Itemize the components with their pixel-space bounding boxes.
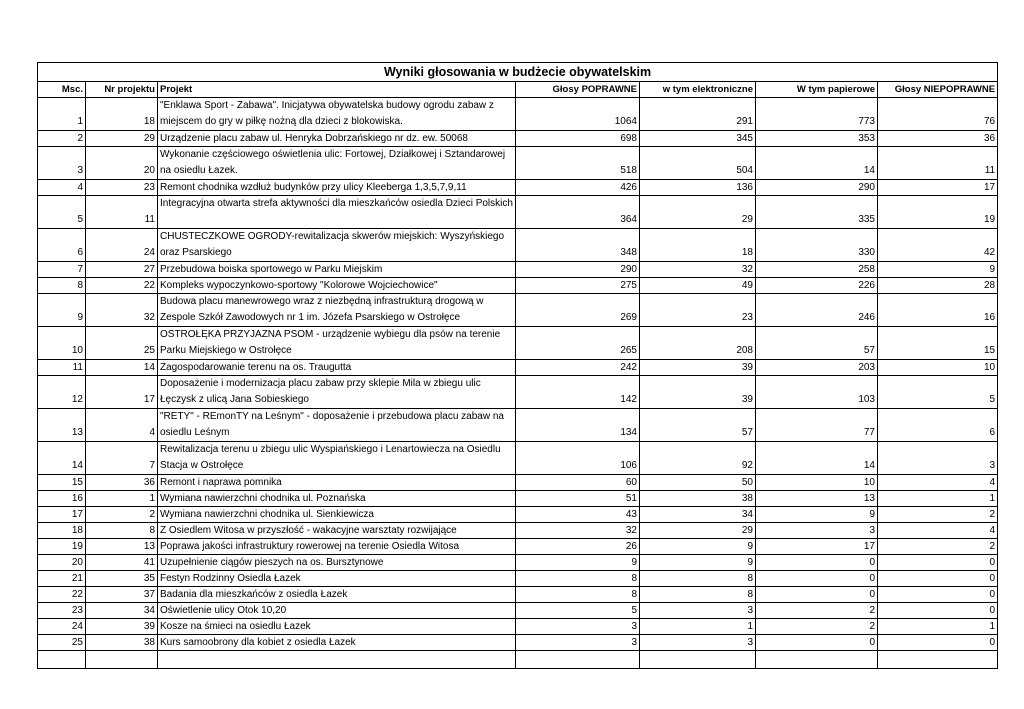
cell-projekt: Badania dla mieszkańców z osiedla Łazek <box>158 587 516 603</box>
cell-projekt: Uzupełnienie ciągów pieszych na os. Bursztynowe <box>158 555 516 571</box>
cell-msc: 7 <box>38 262 86 278</box>
cell-glosy-poprawne: 26 <box>516 539 640 555</box>
results-sheet <box>37 62 997 669</box>
cell-papierowe: 0 <box>756 635 878 651</box>
cell-msc: 13 <box>38 409 86 442</box>
cell-projekt: Wykonanie częściowego oświetlenia ulic: Fortowej, Działkowej i Sztandarowej na osiedlu Łazek. <box>158 147 516 180</box>
cell-projekt: Rewitalizacja terenu u zbiegu ulic Wyspiańskiego i Lenartowiecza na Osiedlu Stacja w Ostrołęce <box>158 442 516 475</box>
cell-papierowe: 330 <box>756 229 878 262</box>
cell-msc: 8 <box>38 278 86 294</box>
table-row <box>38 507 998 523</box>
cell-glosy-niepoprawne: 2 <box>878 539 998 555</box>
empty-cell <box>38 651 86 669</box>
cell-elektroniczne: 39 <box>640 360 756 376</box>
table-row <box>38 147 998 180</box>
cell-papierowe: 0 <box>756 555 878 571</box>
table-row <box>38 555 998 571</box>
table-row <box>38 523 998 539</box>
cell-nr-projektu: 29 <box>86 131 158 147</box>
cell-glosy-poprawne: 364 <box>516 196 640 229</box>
cell-elektroniczne: 291 <box>640 98 756 131</box>
cell-elektroniczne: 34 <box>640 507 756 523</box>
cell-glosy-poprawne: 106 <box>516 442 640 475</box>
empty-cell <box>878 651 998 669</box>
table-row <box>38 442 998 475</box>
header-projekt: Projekt <box>158 82 516 98</box>
cell-glosy-poprawne: 269 <box>516 294 640 327</box>
cell-projekt: Poprawa jakości infrastruktury rowerowej na terenie Osiedla Witosa <box>158 539 516 555</box>
cell-glosy-poprawne: 43 <box>516 507 640 523</box>
cell-glosy-niepoprawne: 4 <box>878 523 998 539</box>
cell-glosy-niepoprawne: 3 <box>878 442 998 475</box>
cell-projekt: Oświetlenie ulicy Otok 10,20 <box>158 603 516 619</box>
header-elektroniczne: w tym elektroniczne <box>640 82 756 98</box>
cell-nr-projektu: 11 <box>86 196 158 229</box>
cell-msc: 12 <box>38 376 86 409</box>
cell-glosy-poprawne: 60 <box>516 475 640 491</box>
cell-glosy-niepoprawne: 0 <box>878 635 998 651</box>
cell-elektroniczne: 8 <box>640 587 756 603</box>
cell-glosy-niepoprawne: 9 <box>878 262 998 278</box>
cell-msc: 9 <box>38 294 86 327</box>
cell-glosy-poprawne: 32 <box>516 523 640 539</box>
table-row <box>38 571 998 587</box>
cell-nr-projektu: 14 <box>86 360 158 376</box>
results-table <box>37 62 998 669</box>
header-row <box>38 82 998 98</box>
cell-nr-projektu: 22 <box>86 278 158 294</box>
cell-projekt: Budowa placu manewrowego wraz z niezbędną infrastrukturą drogową w Zespole Szkół Zawodowych nr 1 im. Józefa Psarskiego w Ostrołęce <box>158 294 516 327</box>
cell-elektroniczne: 29 <box>640 523 756 539</box>
cell-glosy-niepoprawne: 36 <box>878 131 998 147</box>
cell-nr-projektu: 25 <box>86 327 158 360</box>
cell-elektroniczne: 504 <box>640 147 756 180</box>
cell-glosy-poprawne: 9 <box>516 555 640 571</box>
cell-papierowe: 10 <box>756 475 878 491</box>
page-title: Wyniki głosowania w budżecie obywatelskim <box>38 63 998 82</box>
header-nr-projektu: Nr projektu <box>86 82 158 98</box>
cell-glosy-poprawne: 265 <box>516 327 640 360</box>
cell-msc: 14 <box>38 442 86 475</box>
cell-papierowe: 57 <box>756 327 878 360</box>
cell-projekt: Z Osiedlem Witosa w przyszłość - wakacyjne warsztaty rozwijające <box>158 523 516 539</box>
cell-papierowe: 290 <box>756 180 878 196</box>
cell-glosy-poprawne: 3 <box>516 635 640 651</box>
header-papierowe: W tym papierowe <box>756 82 878 98</box>
cell-papierowe: 9 <box>756 507 878 523</box>
cell-glosy-niepoprawne: 0 <box>878 555 998 571</box>
table-row <box>38 491 998 507</box>
table-row <box>38 229 998 262</box>
cell-projekt: Remont chodnika wzdłuż budynków przy ulicy Kleeberga 1,3,5,7,9,11 <box>158 180 516 196</box>
cell-glosy-niepoprawne: 0 <box>878 571 998 587</box>
table-row <box>38 294 998 327</box>
cell-msc: 18 <box>38 523 86 539</box>
cell-msc: 5 <box>38 196 86 229</box>
cell-glosy-niepoprawne: 17 <box>878 180 998 196</box>
table-row <box>38 619 998 635</box>
cell-nr-projektu: 34 <box>86 603 158 619</box>
cell-projekt: Urządzenie placu zabaw ul. Henryka Dobrzańskiego nr dz. ew. 50068 <box>158 131 516 147</box>
cell-nr-projektu: 4 <box>86 409 158 442</box>
table-row <box>38 327 998 360</box>
cell-msc: 21 <box>38 571 86 587</box>
table-row <box>38 475 998 491</box>
cell-nr-projektu: 8 <box>86 523 158 539</box>
cell-papierowe: 3 <box>756 523 878 539</box>
cell-papierowe: 203 <box>756 360 878 376</box>
cell-msc: 15 <box>38 475 86 491</box>
cell-elektroniczne: 38 <box>640 491 756 507</box>
cell-projekt: Wymiana nawierzchni chodnika ul. Poznańska <box>158 491 516 507</box>
cell-projekt: Przebudowa boiska sportowego w Parku Miejskim <box>158 262 516 278</box>
header-glosy-poprawne: Głosy POPRAWNE <box>516 82 640 98</box>
cell-msc: 1 <box>38 98 86 131</box>
cell-nr-projektu: 24 <box>86 229 158 262</box>
cell-glosy-niepoprawne: 1 <box>878 619 998 635</box>
cell-nr-projektu: 13 <box>86 539 158 555</box>
header-msc: Msc. <box>38 82 86 98</box>
cell-papierowe: 17 <box>756 539 878 555</box>
empty-cell <box>756 651 878 669</box>
cell-projekt: CHUSTECZKOWE OGRODY-rewitalizacja skwerów miejskich: Wyszyńskiego oraz Psarskiego <box>158 229 516 262</box>
cell-msc: 23 <box>38 603 86 619</box>
cell-msc: 19 <box>38 539 86 555</box>
cell-msc: 6 <box>38 229 86 262</box>
cell-glosy-poprawne: 134 <box>516 409 640 442</box>
cell-glosy-poprawne: 8 <box>516 587 640 603</box>
cell-papierowe: 2 <box>756 619 878 635</box>
cell-glosy-poprawne: 242 <box>516 360 640 376</box>
cell-elektroniczne: 92 <box>640 442 756 475</box>
cell-elektroniczne: 9 <box>640 539 756 555</box>
cell-msc: 16 <box>38 491 86 507</box>
cell-elektroniczne: 39 <box>640 376 756 409</box>
table-row <box>38 539 998 555</box>
cell-projekt: Integracyjna otwarta strefa aktywności dla mieszkańców osiedla Dzieci Polskich <box>158 196 516 229</box>
table-row <box>38 603 998 619</box>
cell-nr-projektu: 17 <box>86 376 158 409</box>
table-row <box>38 180 998 196</box>
cell-glosy-niepoprawne: 6 <box>878 409 998 442</box>
cell-nr-projektu: 20 <box>86 147 158 180</box>
table-row <box>38 360 998 376</box>
empty-cell <box>86 651 158 669</box>
cell-nr-projektu: 23 <box>86 180 158 196</box>
cell-nr-projektu: 35 <box>86 571 158 587</box>
cell-elektroniczne: 32 <box>640 262 756 278</box>
cell-papierowe: 0 <box>756 587 878 603</box>
cell-projekt: Kurs samoobrony dla kobiet z osiedla Łazek <box>158 635 516 651</box>
cell-glosy-poprawne: 348 <box>516 229 640 262</box>
cell-glosy-poprawne: 518 <box>516 147 640 180</box>
cell-elektroniczne: 9 <box>640 555 756 571</box>
cell-glosy-poprawne: 290 <box>516 262 640 278</box>
cell-papierowe: 14 <box>756 147 878 180</box>
cell-glosy-poprawne: 426 <box>516 180 640 196</box>
cell-projekt: Festyn Rodzinny Osiedla Łazek <box>158 571 516 587</box>
cell-projekt: Remont i naprawa pomnika <box>158 475 516 491</box>
cell-elektroniczne: 345 <box>640 131 756 147</box>
cell-papierowe: 258 <box>756 262 878 278</box>
cell-elektroniczne: 1 <box>640 619 756 635</box>
table-row <box>38 635 998 651</box>
cell-elektroniczne: 50 <box>640 475 756 491</box>
cell-msc: 10 <box>38 327 86 360</box>
cell-elektroniczne: 18 <box>640 229 756 262</box>
cell-projekt: Kompleks wypoczynkowo-sportowy "Kolorowe Wojciechowice" <box>158 278 516 294</box>
table-row <box>38 131 998 147</box>
table-row <box>38 196 998 229</box>
cell-glosy-niepoprawne: 15 <box>878 327 998 360</box>
table-row <box>38 587 998 603</box>
cell-elektroniczne: 136 <box>640 180 756 196</box>
empty-cell <box>640 651 756 669</box>
cell-elektroniczne: 57 <box>640 409 756 442</box>
cell-glosy-niepoprawne: 11 <box>878 147 998 180</box>
cell-papierowe: 13 <box>756 491 878 507</box>
cell-elektroniczne: 208 <box>640 327 756 360</box>
cell-glosy-poprawne: 51 <box>516 491 640 507</box>
table-row <box>38 262 998 278</box>
table-row <box>38 409 998 442</box>
cell-nr-projektu: 41 <box>86 555 158 571</box>
empty-row <box>38 651 998 669</box>
cell-msc: 4 <box>38 180 86 196</box>
cell-papierowe: 77 <box>756 409 878 442</box>
cell-glosy-poprawne: 275 <box>516 278 640 294</box>
cell-projekt: "RETY" - REmonTY na Leśnym" - doposażenie i przebudowa placu zabaw na osiedlu Leśnym <box>158 409 516 442</box>
cell-projekt: Wymiana nawierzchni chodnika ul. Sienkiewicza <box>158 507 516 523</box>
cell-nr-projektu: 32 <box>86 294 158 327</box>
cell-papierowe: 0 <box>756 571 878 587</box>
cell-msc: 2 <box>38 131 86 147</box>
cell-papierowe: 335 <box>756 196 878 229</box>
title-row <box>38 63 998 82</box>
table-row <box>38 376 998 409</box>
cell-nr-projektu: 36 <box>86 475 158 491</box>
cell-glosy-niepoprawne: 0 <box>878 587 998 603</box>
cell-projekt: Kosze na śmieci na osiedlu Łazek <box>158 619 516 635</box>
cell-elektroniczne: 3 <box>640 635 756 651</box>
cell-papierowe: 773 <box>756 98 878 131</box>
cell-glosy-niepoprawne: 10 <box>878 360 998 376</box>
cell-papierowe: 226 <box>756 278 878 294</box>
cell-msc: 25 <box>38 635 86 651</box>
cell-glosy-poprawne: 698 <box>516 131 640 147</box>
cell-glosy-poprawne: 3 <box>516 619 640 635</box>
cell-papierowe: 14 <box>756 442 878 475</box>
cell-glosy-poprawne: 8 <box>516 571 640 587</box>
empty-cell <box>516 651 640 669</box>
cell-elektroniczne: 23 <box>640 294 756 327</box>
cell-glosy-niepoprawne: 19 <box>878 196 998 229</box>
cell-msc: 22 <box>38 587 86 603</box>
empty-cell <box>158 651 516 669</box>
cell-nr-projektu: 18 <box>86 98 158 131</box>
cell-msc: 17 <box>38 507 86 523</box>
cell-elektroniczne: 3 <box>640 603 756 619</box>
cell-glosy-niepoprawne: 1 <box>878 491 998 507</box>
table-row <box>38 98 998 131</box>
cell-elektroniczne: 29 <box>640 196 756 229</box>
cell-elektroniczne: 49 <box>640 278 756 294</box>
cell-nr-projektu: 1 <box>86 491 158 507</box>
header-glosy-niepoprawne: Głosy NIEPOPRAWNE <box>878 82 998 98</box>
cell-papierowe: 246 <box>756 294 878 327</box>
cell-projekt: Zagospodarowanie terenu na os. Traugutta <box>158 360 516 376</box>
cell-papierowe: 2 <box>756 603 878 619</box>
cell-glosy-niepoprawne: 42 <box>878 229 998 262</box>
cell-glosy-niepoprawne: 76 <box>878 98 998 131</box>
table-row <box>38 278 998 294</box>
cell-msc: 24 <box>38 619 86 635</box>
cell-glosy-poprawne: 5 <box>516 603 640 619</box>
cell-glosy-niepoprawne: 0 <box>878 603 998 619</box>
cell-nr-projektu: 37 <box>86 587 158 603</box>
cell-projekt: Doposażenie i modernizacja placu zabaw przy sklepie Mila w zbiegu ulic Łęczysk z ulicą Jana Sobieskiego <box>158 376 516 409</box>
cell-glosy-niepoprawne: 28 <box>878 278 998 294</box>
cell-msc: 20 <box>38 555 86 571</box>
cell-papierowe: 103 <box>756 376 878 409</box>
cell-nr-projektu: 39 <box>86 619 158 635</box>
cell-glosy-niepoprawne: 5 <box>878 376 998 409</box>
cell-projekt: OSTROŁĘKA PRZYJAZNA PSOM - urządzenie wybiegu dla psów na terenie Parku Miejskiego w Ostrołęce <box>158 327 516 360</box>
cell-glosy-poprawne: 142 <box>516 376 640 409</box>
cell-glosy-niepoprawne: 2 <box>878 507 998 523</box>
cell-elektroniczne: 8 <box>640 571 756 587</box>
cell-nr-projektu: 38 <box>86 635 158 651</box>
cell-msc: 3 <box>38 147 86 180</box>
cell-glosy-niepoprawne: 16 <box>878 294 998 327</box>
cell-glosy-niepoprawne: 4 <box>878 475 998 491</box>
cell-papierowe: 353 <box>756 131 878 147</box>
cell-nr-projektu: 2 <box>86 507 158 523</box>
cell-nr-projektu: 27 <box>86 262 158 278</box>
cell-projekt: "Enklawa Sport - Zabawa". Inicjatywa obywatelska budowy ogrodu zabaw z miejscem do gry w piłkę nożną dla dzieci z blokowiska. <box>158 98 516 131</box>
cell-msc: 11 <box>38 360 86 376</box>
cell-nr-projektu: 7 <box>86 442 158 475</box>
cell-glosy-poprawne: 1064 <box>516 98 640 131</box>
